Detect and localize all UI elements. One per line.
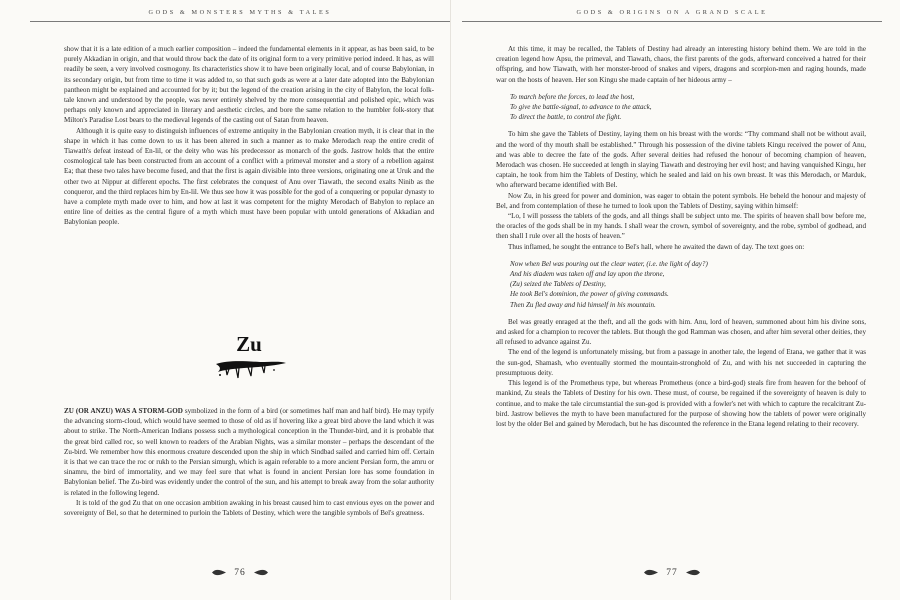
paragraph: The end of the legend is unfortunately missing, but from a passage in another tale, the legend of Etana, we gather that it was the sun-god, Shamash, who eventually stormed the mountain-stronghold of Zu, and with his net succeeded in capturing the presumptuous deity.: [496, 348, 866, 377]
folio-number: 77: [666, 568, 678, 578]
folio-ornament-icon: [685, 569, 701, 576]
folio-ornament-icon: [643, 569, 659, 576]
running-head: GODS & MONSTERS MYTHS & TALES: [148, 9, 332, 16]
verse-line: To give the battle-signal, to advance to the attack,: [510, 103, 652, 112]
header-rule: [30, 21, 450, 22]
gutter-divider: [450, 0, 451, 600]
paragraph: ZU (OR ANZU) WAS A STORM-GOD symbolized in the form of a bird (or sometimes half man and half bird). He may typify the advancing storm-cloud, which would have seemed to those of old as if hovering like a great bird above the land which it was about to strike. The North-American Indians possess such a mythological conception in the Thunder-bird, and it is probable that the great bird called roc, so well known to readers of the Arabian Nights, was a similar monster – perhaps the descendant of the Zu-bird. We remember how this enormous creature descended upon the ship in which Sindbad sailed and carried him off. Certain it is that we can trace the roc or rukh to the Persian simurgh, which is again referable to a more ancient Persian form, the amru or sinamru, the bird of immortality, and we may feel sure that what is found in ancient Persian lore has some foundation in Babylonian belief. The Zu-bird was evidently under the control of the sun, and his attempt to break away from the solar authority is related in the following legend.: [64, 407, 434, 497]
paragraph: Bel was greatly enraged at the theft, and all the gods with him. Anu, lord of heaven, summoned about him his divine sons, and asked for a champion to recover the tablets. But though the god Ramman was chosen, and after him several other deities, they all refused to advance against Zu.: [496, 317, 866, 347]
page-number: [462, 568, 882, 578]
lead-in: ZU (OR ANZU) WAS A STORM-GOD: [64, 407, 183, 415]
paragraph: To him she gave the Tablets of Destiny, laying them on his breast with the words: “Thy command shall not be without avail, and the word of thy mouth shall be established.” Through his possession of the divine tablets Kingu received the power of Anu, and was able to decree the fate of the gods. After several deities had refused the honour of becoming champion of heaven, Merodach was chosen. He succeeded at length in slaying Tiawath and destroying her evil host; and having vanquished Kingu, her captain, he took from him the Tablets of Destiny, which he sealed and laid on his own breast. It was this Merodach, or Marduk, who afterward became identified with Bel.: [496, 130, 866, 190]
left-page: [30, 0, 450, 600]
ink-swash-ornament: [214, 358, 288, 380]
verse-line: He took Bel's dominion, the power of giving commands.: [510, 290, 669, 299]
section-heading: [64, 328, 434, 390]
body-text: [64, 44, 434, 228]
paragraph: Now Zu, in his greed for power and dominion, was eager to obtain the potent symbols. He beheld the honour and majesty of Bel, and from contemplation of these he turned to look upon the Tablets of Destiny, saying within himself:: [496, 191, 866, 210]
right-page: [462, 0, 882, 600]
verse-line: To direct the battle, to control the fight.: [510, 113, 622, 122]
paragraph: “Lo, I will possess the tablets of the gods, and all things shall be subject unto me. The spirits of heaven shall bow before me, the oracles of the gods shall be in my hands. I shall wear the crown, symbol of sovereignty, and the robe, symbol of godhead, and then shall I rule over all the hosts of heaven.”: [496, 212, 866, 241]
verse-line: And his diadem was taken off and lay upon the throne,: [510, 270, 665, 279]
paragraph: Thus inflamed, he sought the entrance to Bel's hall, where he awaited the dawn of day. The text goes on:: [508, 242, 805, 251]
zu-section-text: [64, 406, 434, 518]
paragraph: This legend is of the Prometheus type, but whereas Prometheus (once a bird-god) steals fire from heaven for the behoof of mankind, Zu steals the Tablets of Destiny for his own. These must, of course, be regained if the sovereignty of heaven is duly to continue, and to make the tale circumstantial the sun-god is provided with a fowler's net with which to capture the recalcitrant Zu-bird. Jastrow believes the myth to have been manufactured for the purpose of showing how the tablets of power were originally lost by the older Bel and gained by Merodach, but he has discounted the reference in the Etana legend relating to their recovery.: [496, 379, 866, 428]
paragraph: Although it is quite easy to distinguish influences of extreme antiquity in the Babylonian creation myth, it is clear that in the shape in which it has come down to us it has been altered in such a manner as to make Merodach reap the entire credit of Tiawath's defeat instead of En-lil, or the deity who was his predecessor as monarch of the gods. Jastrow holds that the entire cosmological tale has been constructed from an account of a conflict with a primeval monster and a story of a rebellion against Ea; that these two tales have become fused, and that the first is again divisible into three versions, originating one at Uruk and the other two at Nippur at different epochs. The first celebrates the conquest of Anu over Tiawath, the second exalts Ninib as the conqueror, and the third replaces him by En-lil. We thus see how it was possible for the god of a conquering or popular dynasty to have a complete myth made over to him, and how at last it was competent for the mighty Merodach of Babylon to replace an entire line of deities as the central figure of a myth which must have been popular with untold generations of Akkadian and Babylonian people.: [64, 126, 434, 227]
paragraph: show that it is a late edition of a much earlier composition – indeed the fundamental elements in it appear, as has been said, to be purely Akkadian in origin, and that would throw back the date of its original form to a very primitive period indeed. It has, as will readily be seen, a very involved cosmogony. Its characteristics show it to have been originally local, and of course Babylonian, in its secondary origin, but from time to time it was added to, so that such gods as were at a later date adopted into the Babylonian pantheon might be explained and accounted for by it; but the legend of the creation arising in the city of Babylon, the local folk-tale known and understood by the people, was never entirely shelved by the more consequential and polished epic, which was perhaps only known and appreciated in literary and aesthetic circles, and bore the same relation to the humbler folk-story that Milton's Paradise Lost bears to the medieval legends of the casting out of Satan from heaven.: [64, 45, 434, 125]
header-rule: [462, 21, 882, 22]
verse-line: Now when Bel was pouring out the clear water, (i.e. the light of day?): [510, 259, 708, 268]
verse-quote: [510, 259, 866, 310]
folio-ornament-icon: [253, 569, 269, 576]
section-title: Zu: [236, 332, 262, 356]
folio-ornament-icon: [211, 569, 227, 576]
verse-line: (Zu) seized the Tablets of Destiny,: [510, 280, 606, 289]
verse-line: To march before the forces, to lead the host,: [510, 92, 635, 101]
paragraph: At this time, it may be recalled, the Tablets of Destiny had already an interesting history behind them. We are told in the creation legend how Apsu, the primeval, and Tiawath, chaos, the first parents of the gods, afterward conceived a hatred for their offspring, and how Tiawath, with her monster-brood of snakes and vipers, dragons and scorpion-men and raging hounds, made war on the hosts of heaven. Her son Kingu she made captain of her hideous army –: [496, 45, 866, 84]
page-number: [30, 568, 450, 578]
body-text: [496, 44, 866, 429]
folio-number: 76: [234, 568, 246, 578]
verse-line: Then Zu fled away and hid himself in his mountain.: [510, 300, 656, 309]
running-head: GODS & ORIGINS ON A GRAND SCALE: [576, 9, 768, 16]
verse-quote: [510, 92, 866, 123]
paragraph: It is told of the god Zu that on one occasion ambition awaking in his breast caused him to cast envious eyes on the power and sovereignty of Bel, so that he determined to purloin the Tablets of Destiny, which were the tangible symbols of Bel's greatness.: [64, 498, 434, 518]
